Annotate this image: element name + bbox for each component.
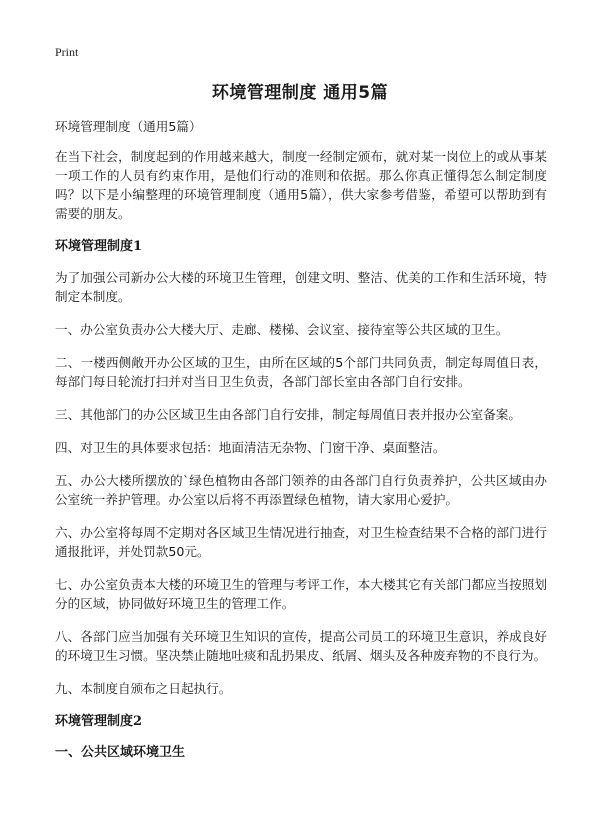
paragraph: 为了加强公司新办公大楼的环境卫生管理，创建文明、整洁、优美的工作和生活环境，特制定本制度。	[55, 270, 547, 304]
document-body	[55, 117, 547, 774]
paragraph: 二、一楼西侧敞开办公区域的卫生，由所在区域的5个部门共同负责，制定每周值日表，每部门每日轮流打扫并对当日卫生负责，各部门部长室由各部门自行安排。	[55, 355, 547, 389]
paragraph: 五、办公大楼所摆放的`绿色植物由各部门领养的由各部门自行负责养护，公共区域由办公室统一养护管理。办公室以后将不再添置绿色植物，请大家用心爱护。	[55, 473, 547, 507]
paragraph: 八、各部门应当加强有关环境卫生知识的宣传，提高公司员工的环境卫生意识，养成良好的环境卫生习惯。坚决禁止随地吐痰和乱扔果皮、纸屑、烟头及各种废弃物的不良行为。	[55, 629, 547, 663]
section-subheading: 一、公共区域环境卫生	[55, 745, 186, 760]
intro-paragraph: 在当下社会，制度起到的作用越来越大，制度一经制定颁布，就对某一岗位上的或从事某一项工作的人员有约束作用，是他们行动的准则和依据。那么你真正懂得怎么制定制度吗？以下是小编整理的环境管理制度（通用5篇），供大家参考借鉴，希望可以帮助到有需要的朋友。	[55, 149, 547, 221]
paragraph: 四、对卫生的具体要求包括：地面清洁无杂物、门窗干净、桌面整洁。	[55, 440, 446, 455]
paragraph: 六、办公室将每周不定期对各区域卫生情况进行抽查，对卫生检查结果不合格的部门进行通报批评，并处罚款50元。	[55, 525, 547, 559]
paragraph: 七、办公室负责本大楼的环境卫生的管理与考评工作，本大楼其它有关部门都应当按照划分的区域，协同做好环境卫生的管理工作。	[55, 577, 547, 611]
document-subtitle: 环境管理制度（通用5篇）	[55, 119, 202, 134]
paragraph: 三、其他部门的办公区域卫生由各部门自行安排，制定每周值日表并报办公室备案。	[55, 407, 521, 422]
paragraph: 一、办公室负责办公大楼大厅、走廊、楼梯、会议室、接待室等公共区域的卫生。	[55, 322, 509, 337]
page-title: 环境管理制度 通用5篇	[211, 83, 389, 103]
paragraph: 九、本制度自颁布之日起执行。	[55, 681, 232, 696]
section-heading: 环境管理制度2	[55, 714, 143, 729]
print-link[interactable]: Print	[55, 45, 79, 59]
section-heading: 环境管理制度1	[55, 239, 143, 254]
